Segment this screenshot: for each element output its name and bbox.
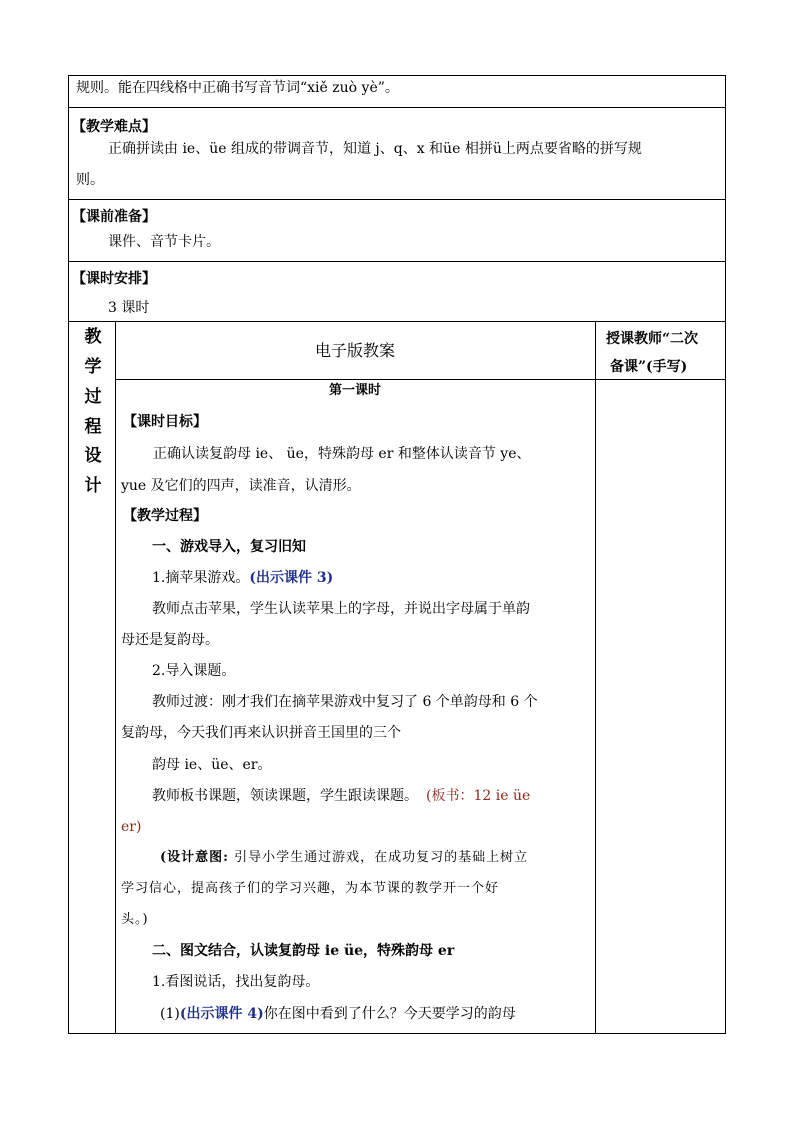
row-divider — [68, 199, 726, 200]
step3-text: 1.看图说话，找出复韵母。 — [152, 974, 320, 990]
design-line2: 学习信心，提高孩子们的学习兴趣，为本节课的教学开一个好 — [121, 881, 500, 896]
right-column-title-line2: 备课”(手写) — [610, 359, 688, 375]
schedule-content: 3 课时 — [108, 300, 150, 316]
preparation-content: 课件、音节卡片。 — [108, 234, 220, 250]
vertical-label-char: 学 — [84, 357, 102, 377]
vertical-label-char: 计 — [84, 476, 102, 496]
step4-courseware-note: (出示课件 4) — [179, 1006, 264, 1022]
step2-line4: 教师板书课题，领读课题，学生跟读课题。 — [152, 788, 418, 804]
vertical-label-char: 教 — [84, 327, 102, 347]
row-divider — [68, 107, 726, 108]
design-line1-text: 引导小学生通过游戏，在成功复习的基础上树立 — [228, 850, 529, 865]
difficulty-line2: 则。 — [76, 172, 104, 188]
step1-line — [152, 569, 333, 587]
step2-text: 2.导入课题。 — [152, 663, 236, 679]
process-heading: 【教学过程】 — [123, 508, 207, 524]
center-column-title: 电子版教案 — [314, 341, 395, 360]
header-divider — [115, 379, 726, 380]
table-border-right — [725, 75, 726, 1034]
row-divider — [68, 321, 726, 322]
section2-heading: 二、图文结合，认读复韵母 ie üe，特殊韵母 er — [152, 943, 455, 959]
preparation-heading: 【课前准备】 — [72, 209, 156, 225]
column-divider-right — [595, 321, 596, 1034]
step2-line4-row — [152, 787, 530, 805]
difficulty-heading: 【教学难点】 — [72, 119, 156, 135]
step1-courseware-note: (出示课件 3) — [249, 570, 334, 586]
board-note: (板书：12 ie üe — [426, 788, 531, 804]
objective-heading: 【课时目标】 — [123, 414, 207, 430]
step1-text: 1.摘苹果游戏。 — [152, 570, 250, 586]
step4-prefix: (1) — [160, 1006, 180, 1022]
vertical-label-char: 程 — [84, 417, 102, 437]
step4-line — [160, 1005, 516, 1023]
difficulty-line1: 正确拼读由 ie、üe 组成的带调音节，知道 j、q、x 和üe 相拼ü上两点要省略的拼写规 — [108, 141, 642, 157]
row-divider — [68, 261, 726, 262]
table-border-top — [68, 75, 726, 76]
design-line1 — [160, 849, 528, 867]
design-intent-label: (设计意图: — [160, 850, 229, 865]
objective-line1: 正确认读复韵母 ie、 üe，特殊韵母 er 和整体认读音节 ye、 — [153, 446, 531, 462]
vertical-label-char: 过 — [84, 387, 102, 407]
step1-desc-line1: 教师点击苹果，学生认读苹果上的字母，并说出字母属于单韵 — [152, 601, 530, 617]
vertical-label-char: 设 — [84, 446, 102, 466]
step2-line3: 韵母 ie、üe、er。 — [152, 757, 272, 773]
design-line3: 头。) — [121, 912, 149, 927]
step2-line2: 复韵母，今天我们再来认识拼音王国里的三个 — [121, 725, 401, 741]
step2-line1: 教师过渡：刚才我们在摘苹果游戏中复习了 6 个单韵母和 6 个 — [152, 694, 538, 710]
step1-desc-line2: 母还是复韵母。 — [121, 632, 219, 648]
session-title: 第一课时 — [328, 383, 381, 398]
table-border-bottom — [68, 1033, 726, 1034]
rules-line: 规则。能在四线格中正确书写音节词“xiě zuò yè”。 — [76, 80, 399, 96]
board-note-end: er) — [121, 819, 142, 835]
step4-text: 你在图中看到了什么？今天要学习的韵母 — [263, 1006, 516, 1022]
schedule-heading: 【课时安排】 — [72, 271, 156, 287]
objective-line2: yue 及它们的四声，读准音，认清形。 — [121, 478, 361, 494]
table-border-left — [68, 75, 69, 1034]
right-column-title-line1: 授课教师“二次 — [606, 331, 699, 347]
section1-heading: 一、游戏导入，复习旧知 — [152, 539, 306, 555]
